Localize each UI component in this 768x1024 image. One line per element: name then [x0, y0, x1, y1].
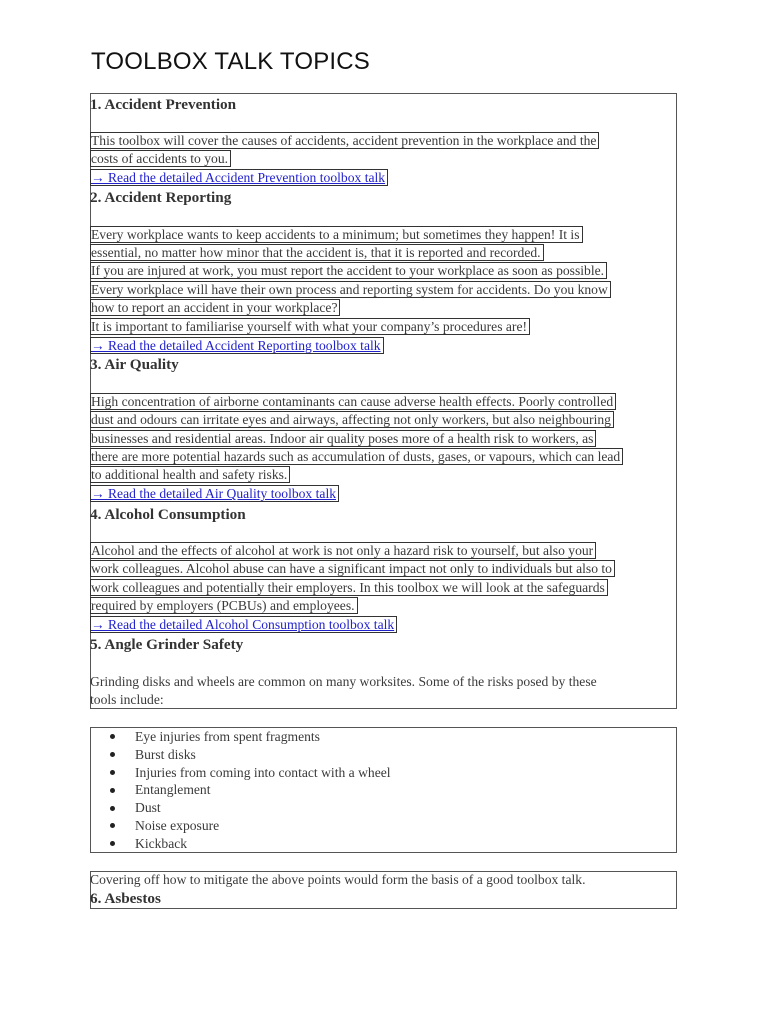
bullet-icon — [110, 770, 115, 775]
section-4-text: work colleagues and potentially their employers. In this toolbox we will look at the safeguards — [90, 579, 608, 597]
list-item: Burst disks — [110, 746, 196, 764]
alcohol-consumption-link[interactable]: → Read the detailed Alcohol Consumption toolbox talk — [90, 616, 397, 634]
accident-reporting-link[interactable]: → Read the detailed Accident Reporting toolbox talk — [90, 337, 384, 355]
bullet-icon — [110, 788, 115, 793]
list-item: Kickback — [110, 835, 187, 853]
section-2-text: If you are injured at work, you must report the accident to your workplace as soon as possible. — [90, 262, 607, 280]
section-3-text: High concentration of airborne contaminants can cause adverse health effects. Poorly controlled — [90, 393, 616, 411]
list-item: Noise exposure — [110, 817, 219, 835]
section-heading-accident-reporting: 2. Accident Reporting — [90, 189, 232, 206]
section-5-text: Grinding disks and wheels are common on many worksites. Some of the risks posed by these — [90, 674, 597, 689]
section-heading-alcohol-consumption: 4. Alcohol Consumption — [90, 506, 246, 523]
bullet-icon — [110, 752, 115, 757]
section-2-text: how to report an accident in your workplace? — [90, 299, 340, 317]
bullet-icon — [110, 823, 115, 828]
list-item: Eye injuries from spent fragments — [110, 728, 320, 746]
accident-prevention-link[interactable]: → Read the detailed Accident Prevention toolbox talk — [90, 169, 388, 187]
section-3-text: there are more potential hazards such as accumulation of dusts, gases, or vapours, which can lead — [90, 448, 623, 466]
section-3-text: to additional health and safety risks. — [90, 466, 290, 484]
list-item: Dust — [110, 799, 161, 817]
page-title: TOOLBOX TALK TOPICS — [91, 48, 371, 75]
section-2-text: Every workplace will have their own process and reporting system for accidents. Do you know — [90, 281, 611, 299]
section-heading-asbestos: 6. Asbestos — [90, 890, 161, 907]
section-4-text: Alcohol and the effects of alcohol at work is not only a hazard risk to yourself, but also your — [90, 542, 596, 560]
section-2-text: It is important to familiarise yourself with what your company’s procedures are! — [90, 318, 530, 336]
bullet-icon — [110, 841, 115, 846]
section-1-text: This toolbox will cover the causes of accidents, accident prevention in the workplace and the — [90, 132, 599, 150]
bullet-icon — [110, 806, 115, 811]
section-3-text: businesses and residential areas. Indoor air quality poses more of a health risk to workers, as — [90, 430, 596, 448]
section-heading-angle-grinder-safety: 5. Angle Grinder Safety — [90, 636, 244, 653]
section-2-text: essential, no matter how minor that the accident is, that it is reported and recorded. — [90, 244, 544, 262]
section-4-text: required by employers (PCBUs) and employees. — [90, 597, 358, 615]
section-5-closing: Covering off how to mitigate the above points would form the basis of a good toolbox talk. — [90, 872, 586, 887]
section-2-text: Every workplace wants to keep accidents to a minimum; but sometimes they happen! It is — [90, 226, 583, 244]
section-heading-air-quality: 3. Air Quality — [90, 356, 179, 373]
section-heading-accident-prevention: 1. Accident Prevention — [90, 96, 237, 113]
list-item: Entanglement — [110, 781, 211, 799]
bullet-icon — [110, 734, 115, 739]
list-item: Injuries from coming into contact with a wheel — [110, 764, 391, 782]
section-1-text: costs of accidents to you. — [90, 150, 231, 168]
section-5-text: tools include: — [90, 692, 164, 707]
section-3-text: dust and odours can irritate eyes and airways, affecting not only workers, but also neighbouring — [90, 411, 614, 429]
section-4-text: work colleagues. Alcohol abuse can have a significant impact not only to individuals but also to — [90, 560, 615, 578]
air-quality-link[interactable]: → Read the detailed Air Quality toolbox talk — [90, 485, 339, 503]
